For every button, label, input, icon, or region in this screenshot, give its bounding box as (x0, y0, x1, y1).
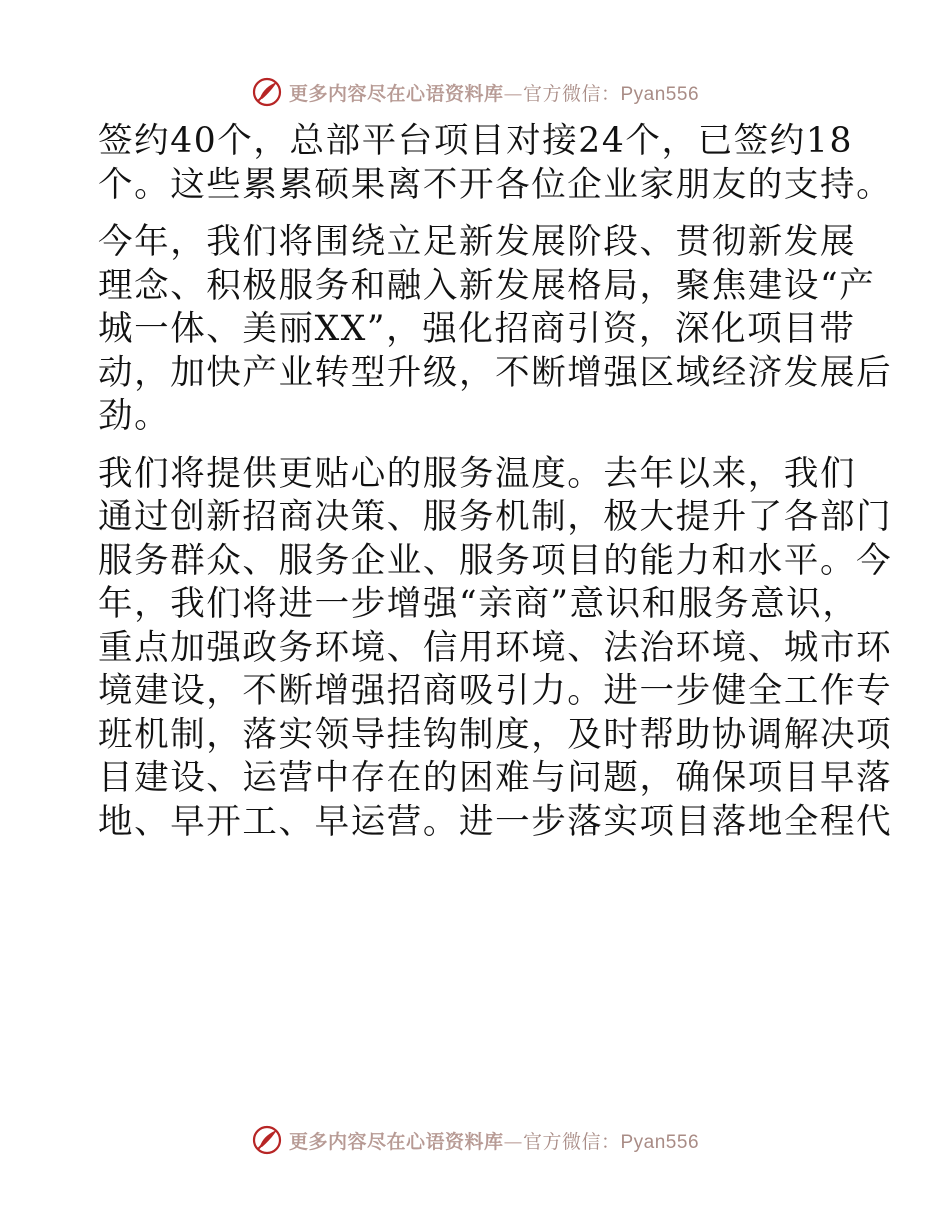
text-line: 今年，我们将围绕立足新发展阶段、贯彻新发展 (98, 222, 857, 262)
watermark-text (289, 1127, 699, 1154)
quill-seal-icon (251, 76, 283, 108)
text-line: 劲。 (98, 396, 171, 436)
text-line: 通过创新招商决策、服务机制，极大提升了各部门 (98, 497, 893, 537)
document-body (98, 120, 893, 858)
text-line: 服务群众、服务企业、服务项目的能力和水平。今 (98, 540, 893, 581)
watermark-text (289, 79, 699, 106)
header-watermark (0, 72, 950, 112)
footer-watermark (0, 1120, 950, 1160)
watermark-separator: — (503, 1130, 523, 1153)
watermark-wechat-id: Pyan556 (620, 83, 700, 105)
paragraph (98, 221, 893, 439)
text-line: 动，加快产业转型升级，不断增强区域经济发展后 (98, 352, 893, 393)
text-line: 理念、积极服务和融入新发展格局，聚焦建设“产 (98, 265, 876, 306)
text-line: 境建设，不断增强招商吸引力。进一步健全工作专 (98, 671, 893, 711)
text-line: 班机制，落实领导挂钩制度，及时帮助协调解决项 (98, 714, 893, 755)
paragraph (98, 120, 893, 207)
text-line: 签约40个，总部平台项目对接24个，已签约18 (98, 121, 853, 161)
quill-seal-icon (251, 1124, 283, 1156)
watermark-wechat-label: 官方微信： (522, 82, 621, 105)
watermark-wechat-id: Pyan556 (620, 1131, 700, 1153)
text-line: 个。这些累累硕果离不开各位企业家朋友的支持。 (98, 164, 893, 205)
watermark-separator: — (503, 82, 523, 105)
text-line: 我们将提供更贴心的服务温度。去年以来，我们 (98, 453, 857, 494)
text-line: 年，我们将进一步增强“亲商”意识和服务意识， (98, 584, 859, 624)
text-line: 地、早开工、早运营。进一步落实项目落地全程代 (98, 801, 893, 842)
paragraph (98, 453, 893, 845)
text-line: 城一体、美丽XX”，强化招商引资，深化项目带 (98, 309, 856, 349)
text-line: 重点加强政务环境、信用环境、法治环境、城市环 (98, 627, 893, 668)
watermark-wechat-label: 官方微信： (522, 1130, 621, 1153)
text-line: 目建设、运营中存在的困难与问题，确保项目早落 (98, 758, 893, 798)
watermark-site-text: 更多内容尽在心语资料库 (288, 82, 504, 105)
watermark-site-text: 更多内容尽在心语资料库 (288, 1130, 504, 1153)
